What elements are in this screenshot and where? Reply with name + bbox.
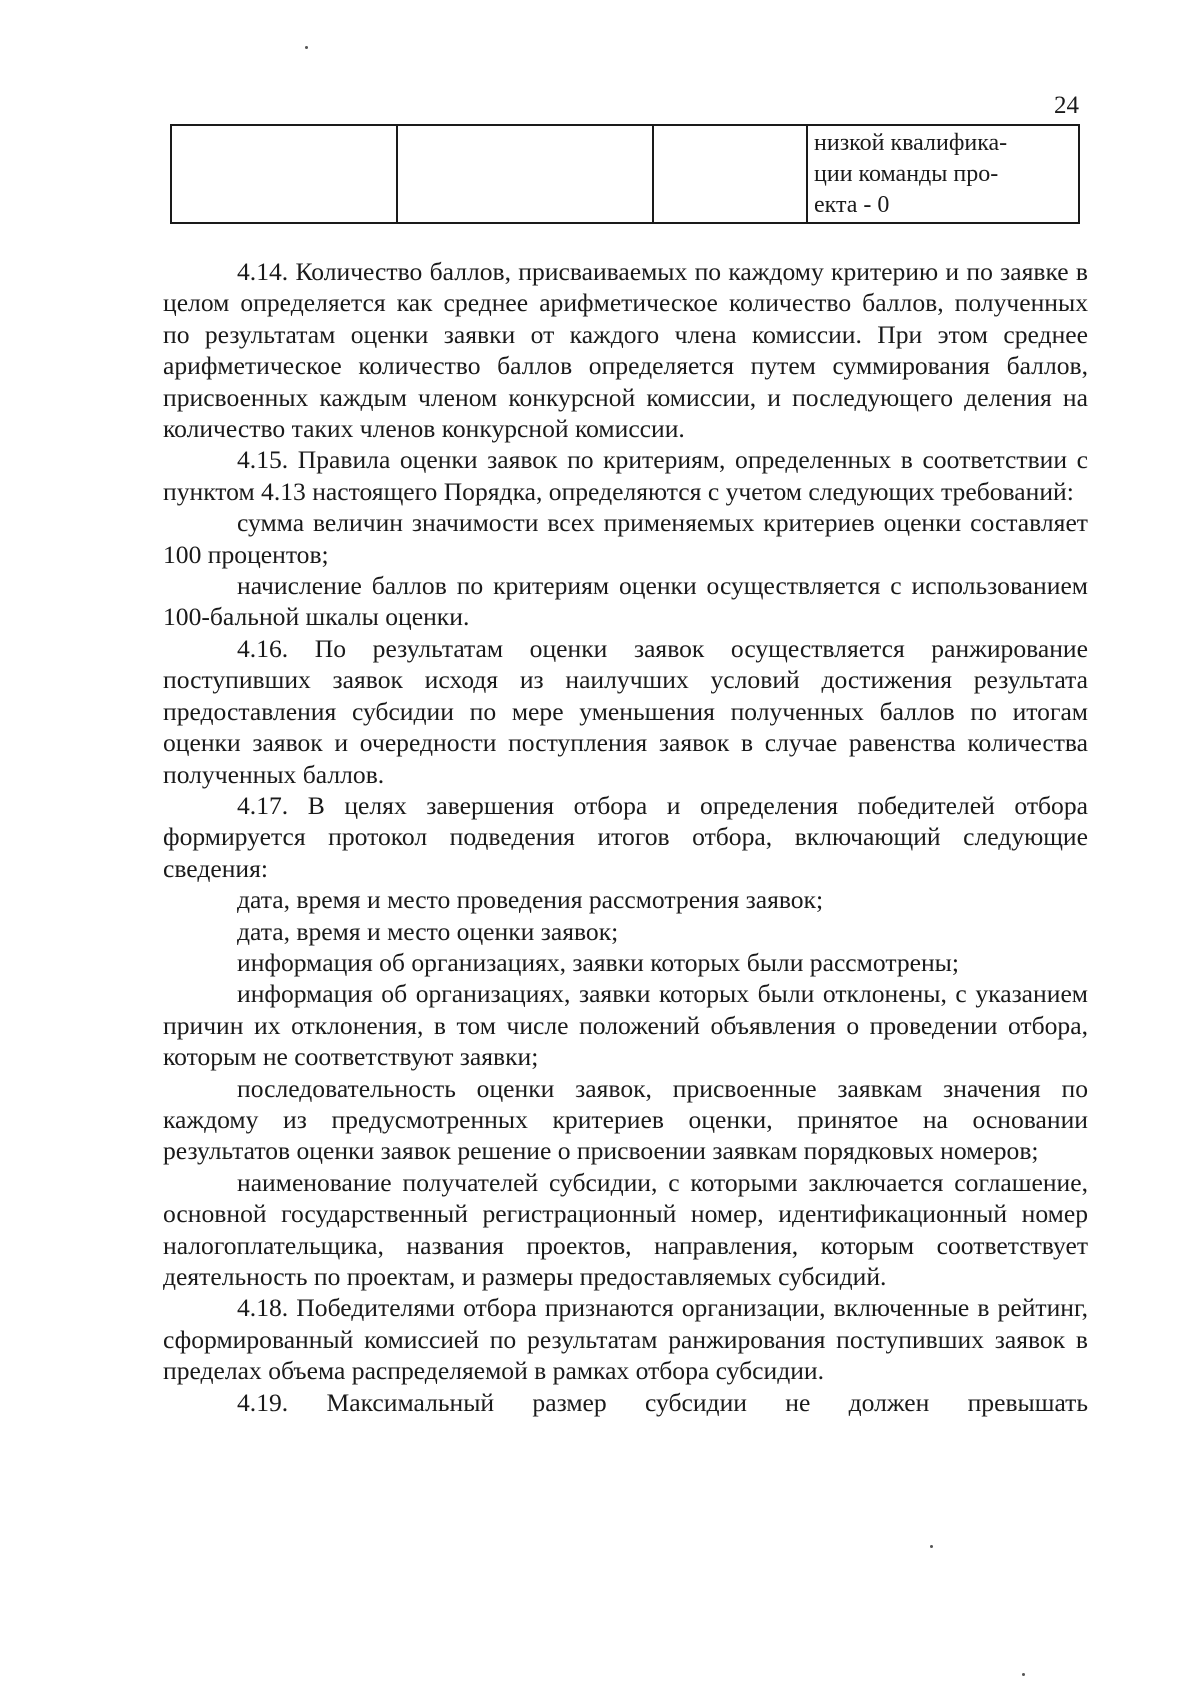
paragraph-4-19: 4.19. Максимальный размер субсидии не должен превышать	[237, 1387, 1088, 1417]
table-row	[171, 125, 1079, 223]
paragraph-4-15: 4.15. Правила оценки заявок по критериям, определенных в соответствии с пунктом 4.13 настоящего Порядка, определяются с учетом следующих требований:	[163, 445, 1088, 506]
list-item: информация об организациях, заявки которых были отклонены, с указанием причин их отклонения, в том числе положений объявления о проведении отбора, которым не соответствуют заявки;	[163, 979, 1088, 1072]
list-item: начисление баллов по критериям оценки осуществляется с использованием 100-бальной шкалы оценки.	[163, 571, 1088, 632]
scan-speck	[1022, 1673, 1025, 1676]
list-item: наименование получателей субсидии, с которыми заключается соглашение, основной государственный регистрационный номер, идентификационный номер налогоплательщика, названия проектов, направления, которым соответствует деятельность по проектам, и размеры предоставляемых субсидий.	[163, 1167, 1088, 1291]
list-item: последовательность оценки заявок, присвоенные заявкам значения по каждому из предусмотренных критериев оценки, принятое на основании результатов оценки заявок решение о присвоении заявкам порядковых номеров;	[163, 1073, 1088, 1166]
paragraph-4-17: 4.17. В целях завершения отбора и определения победителей отбора формируется протокол подведения итогов отбора, включающий следующие сведения:	[163, 790, 1088, 883]
scan-speck	[305, 46, 308, 49]
page-number: 24	[1054, 92, 1079, 119]
paragraph-4-14: 4.14. Количество баллов, присваиваемых по каждому критерию и по заявке в целом определяется как среднее арифметическое количество баллов, полученных по результатам оценки заявки от каждого члена комиссии. При этом среднее арифметическое количество баллов определяется путем суммирования баллов, присвоенных каждым членом конкурсной комиссии, и последующего деления на количество таких членов конкурсной комиссии.	[163, 257, 1088, 444]
table-cell	[653, 125, 807, 223]
scan-speck	[930, 1545, 933, 1548]
paragraph-4-18: 4.18. Победителями отбора признаются организации, включенные в рейтинг, сформированный комиссией по результатам ранжирования поступивших заявок в пределах объема распределяемой в рамках отбора субсидии.	[163, 1293, 1088, 1386]
body-text	[163, 256, 1088, 1418]
table-cell	[397, 125, 653, 223]
list-item: дата, время и место проведения рассмотрения заявок;	[237, 885, 824, 915]
list-item: дата, время и место оценки заявок;	[237, 916, 619, 946]
list-item: сумма величин значимости всех применяемых критериев оценки составляет 100 процентов;	[163, 508, 1088, 569]
table-cell	[171, 125, 397, 223]
table-cell-text: низкой квалифика- ции команды про- екта - 0	[807, 125, 1079, 223]
list-item: информация об организациях, заявки которых были рассмотрены;	[237, 947, 959, 977]
table-fragment	[170, 124, 1080, 224]
paragraph-4-16: 4.16. По результатам оценки заявок осуществляется ранжирование поступивших заявок исходя из наилучших условий достижения результата предоставления субсидии по мере уменьшения полученных баллов по итогам оценки заявок и очередности поступления заявок в случае равенства количества полученных баллов.	[163, 633, 1088, 789]
